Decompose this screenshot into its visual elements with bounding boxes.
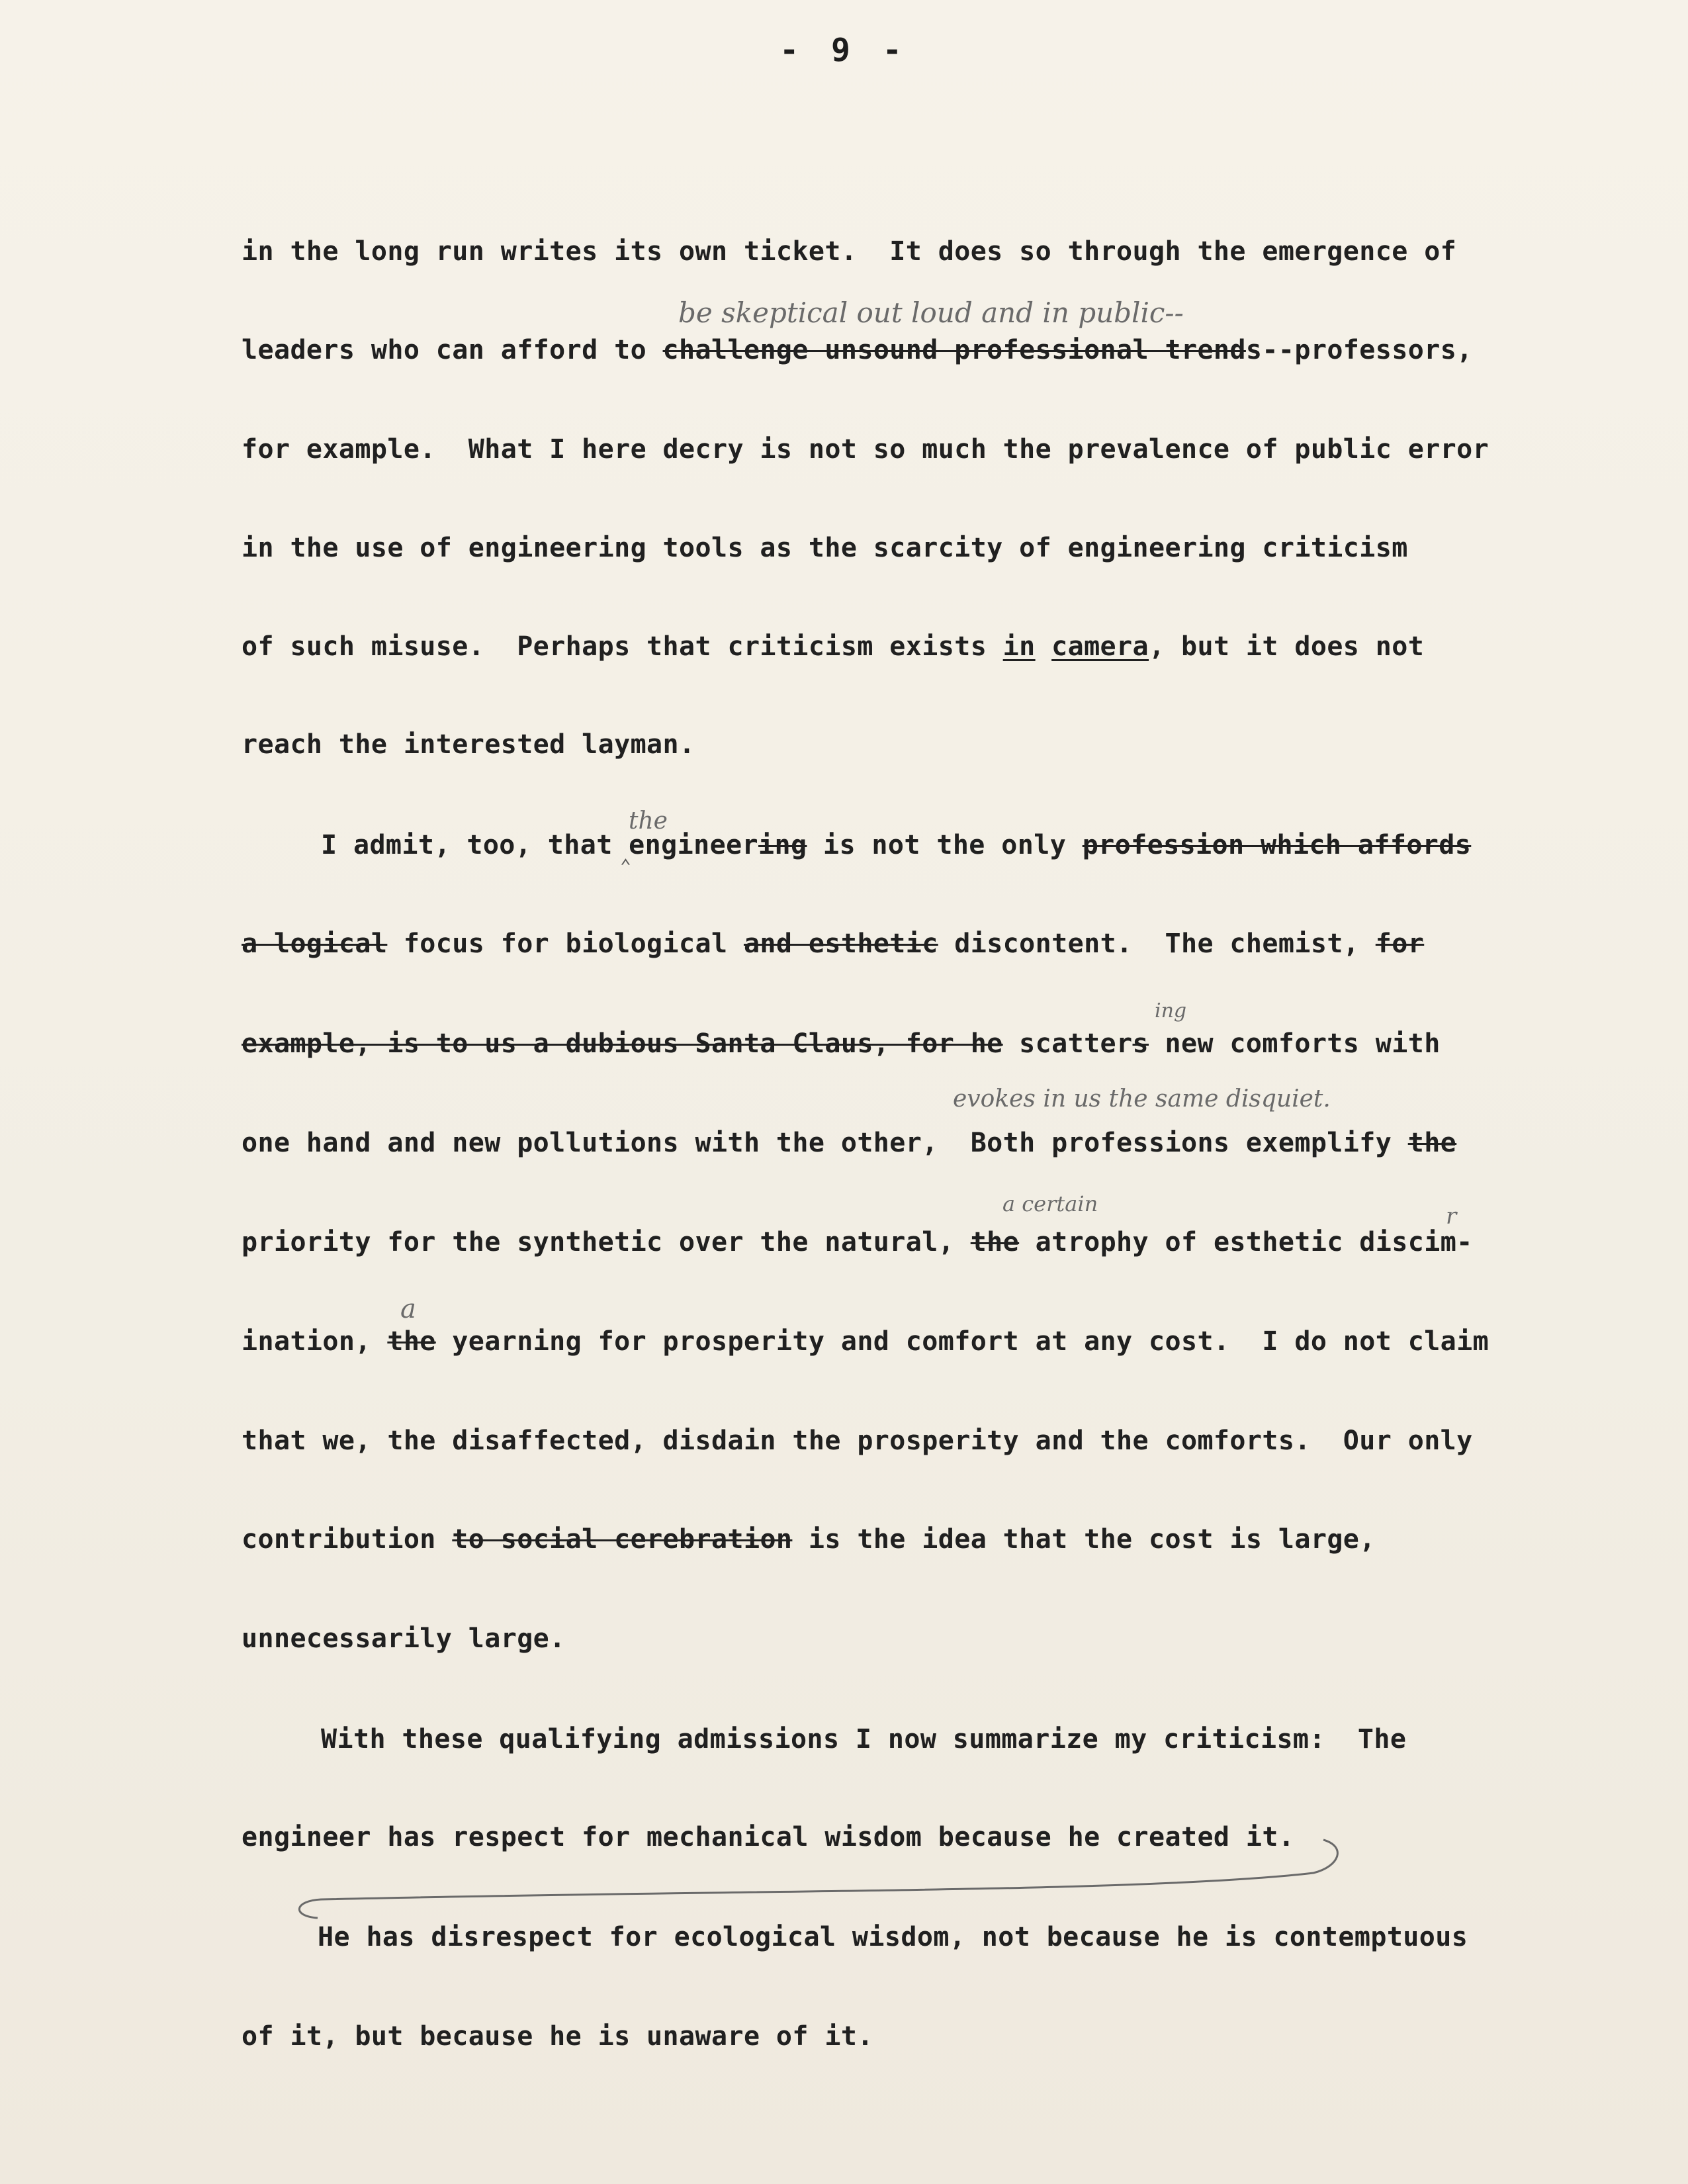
handwritten-insertion-r: r xyxy=(1446,1203,1457,1230)
p1-line-2-text-a: leaders who can afford to xyxy=(242,335,663,365)
p3-line-3: He has disrespect for ecological wisdom, not because he is contemptuous xyxy=(318,1922,1468,1952)
struck-text-and-esthetic: and esthetic xyxy=(743,929,938,959)
struck-text-santa-claus: example, is to us a dubious Santa Claus, for he xyxy=(242,1028,1003,1059)
struck-text-challenge: challenge unsound professional trend xyxy=(662,335,1246,365)
struck-text-social-cerebration: to social cerebration xyxy=(452,1524,793,1555)
handwritten-insertion-a: a xyxy=(400,1294,416,1324)
handwritten-insertion-skeptical: be skeptical out loud and in public-- xyxy=(678,296,1184,329)
p1-line-3: for example. What I here decry is not so much the prevalence of public error xyxy=(242,434,1489,465)
p1-line-1: in the long run writes its own ticket. It does so through the emergence of xyxy=(242,236,1457,267)
p2-line-3-text-a: scatter xyxy=(1002,1028,1133,1059)
p3-line-2: engineer has respect for mechanical wisdom because he created it. xyxy=(242,1822,1295,1852)
p1-line-5-space xyxy=(1036,631,1051,662)
struck-text-the-2: the xyxy=(970,1227,1020,1257)
p1-line-5-text-a: of such misuse. Perhaps that criticism exists xyxy=(242,631,1003,662)
p2-line-1-text-b: engineer xyxy=(629,830,759,860)
handwritten-insertion-the: the xyxy=(629,807,668,835)
p2-line-2-text-b: discontent. The chemist, xyxy=(938,929,1376,959)
struck-text-a-logical: a logical xyxy=(242,929,388,959)
p2-line-2 xyxy=(242,927,1424,960)
p2-line-8-text-b: is the idea that the cost is large, xyxy=(792,1524,1376,1555)
p2-line-9: unnecessarily large. xyxy=(242,1623,566,1654)
p2-line-1-text-c: is not the only xyxy=(807,830,1083,860)
p2-line-4-text-a: one hand and new pollutions with the other, Both professions exemplify xyxy=(242,1128,1408,1158)
handwritten-insertion-a-certain: a certain xyxy=(1002,1191,1098,1216)
p2-line-3 xyxy=(242,1027,1441,1060)
p1-line-5 xyxy=(242,630,1424,663)
struck-text-the-3: the xyxy=(387,1326,436,1357)
p1-line-4: in the use of engineering tools as the scarcity of engineering criticism xyxy=(242,533,1408,563)
p1-line-2-text-b: s--professors, xyxy=(1245,335,1473,365)
caret-mark: ⌃ xyxy=(620,855,631,877)
p1-line-6: reach the interested layman. xyxy=(242,729,695,760)
page-number: - 9 - xyxy=(779,32,909,69)
p2-line-6-text-a: ination, xyxy=(242,1326,388,1357)
handwritten-insertion-evokes: evokes in us the same disquiet. xyxy=(953,1085,1331,1113)
p3-line-1: With these qualifying admissions I now summarize my criticism: The xyxy=(321,1724,1407,1754)
p3-line-4: of it, but because he is unaware of it. xyxy=(242,2021,873,2052)
struck-text-ing: ing xyxy=(758,830,807,860)
p2-line-6 xyxy=(242,1325,1489,1358)
struck-text-for: for xyxy=(1375,929,1425,959)
p2-line-3-text-b: new comforts with xyxy=(1149,1028,1441,1059)
p1-line-2 xyxy=(242,334,1473,367)
struck-text-the-1: the xyxy=(1407,1128,1457,1158)
p2-line-1 xyxy=(321,829,1471,862)
underlined-camera: camera xyxy=(1051,631,1149,662)
p2-line-5-text-c: im- xyxy=(1424,1227,1473,1257)
p2-line-8-text-a: contribution xyxy=(242,1524,453,1555)
p2-line-8 xyxy=(242,1523,1376,1556)
struck-text-s: s xyxy=(1132,1028,1149,1059)
handwritten-insertion-ing: ing xyxy=(1155,999,1187,1023)
p2-line-2-text-a: focus for biological xyxy=(387,929,744,959)
p2-line-1-text-a: I admit, too, that xyxy=(321,830,629,860)
p2-line-7: that we, the disaffected, disdain the prosperity and the comforts. Our only xyxy=(242,1426,1473,1456)
p2-line-5-text-b: atrophy of esthetic disc xyxy=(1019,1227,1425,1257)
underlined-in: in xyxy=(1002,631,1036,662)
p2-line-5-text-a: priority for the synthetic over the natural, xyxy=(242,1227,971,1257)
p2-line-5 xyxy=(242,1226,1473,1259)
struck-text-profession: profession which affords xyxy=(1082,830,1472,860)
p2-line-4 xyxy=(242,1126,1456,1160)
paragraph-join-mark xyxy=(281,1827,1353,1926)
p1-line-5-text-b: , but it does not xyxy=(1149,631,1425,662)
p2-line-6-text-b: yearning for prosperity and comfort at any cost. I do not claim xyxy=(435,1326,1489,1357)
